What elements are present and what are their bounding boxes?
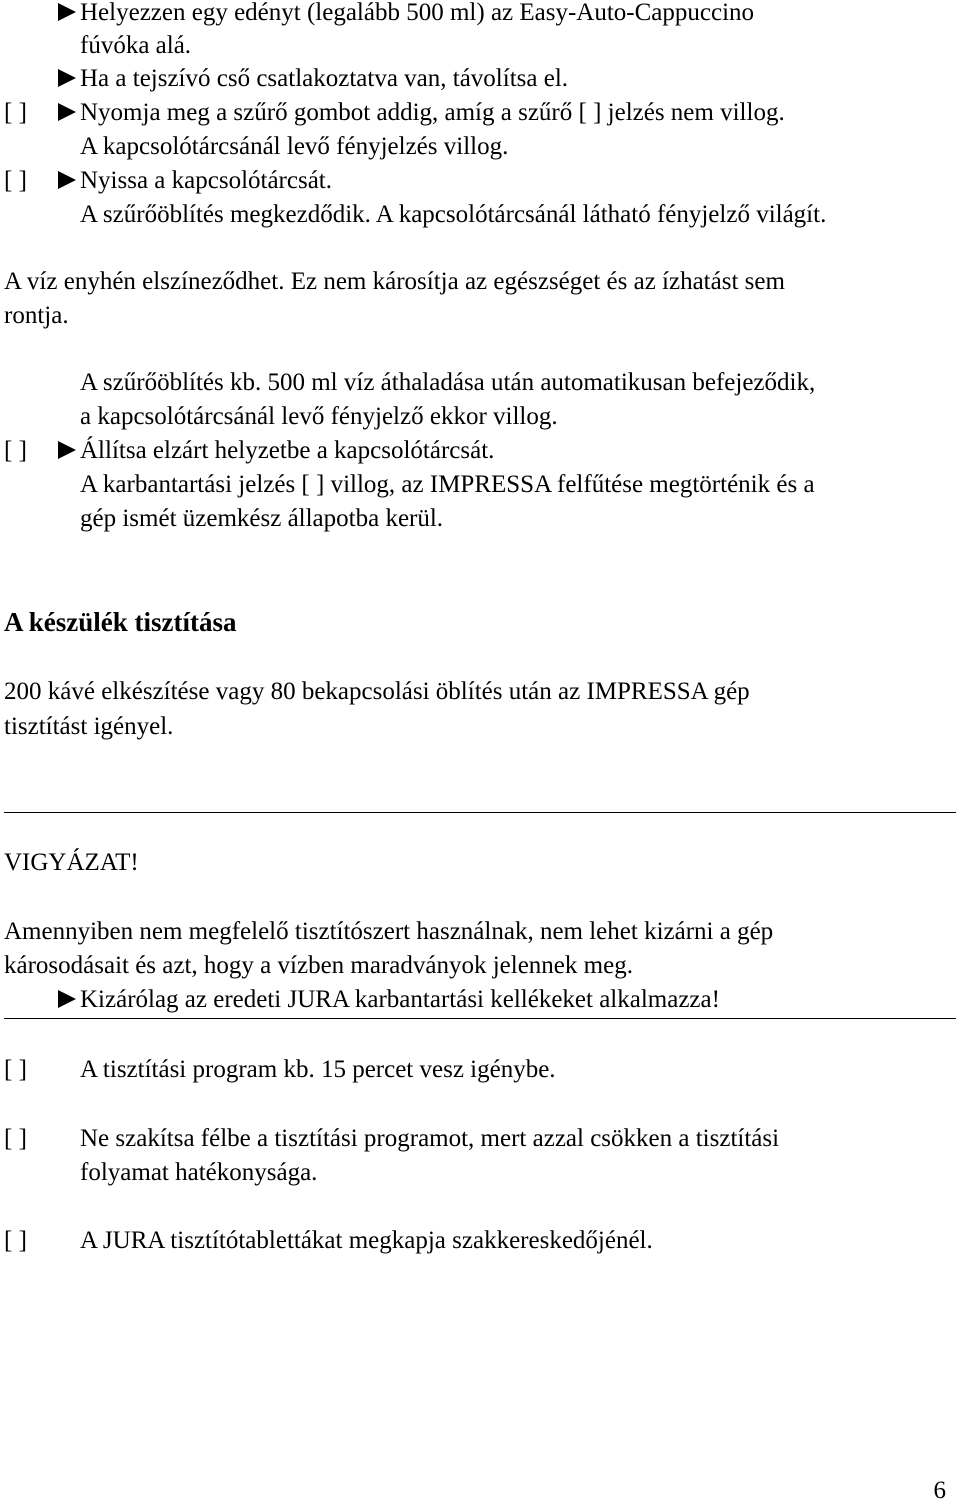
marker: [ ] (4, 167, 27, 194)
step-line: fúvóka alá. (80, 32, 192, 59)
triangle-right-icon (58, 171, 76, 189)
section-intro: tisztítást igényel. (4, 713, 174, 740)
step-line: gép ismét üzemkész állapotba kerül. (80, 505, 444, 532)
triangle-right-icon (58, 3, 76, 21)
step-line (58, 164, 332, 198)
step-text: Ha a tejszívó cső csatlakoztatva van, távolítsa el. (80, 65, 569, 92)
warning-action-text: Kizárólag az eredeti JURA karbantartási kellékeket alkalmazza! (80, 986, 720, 1013)
warning-action (58, 983, 720, 1017)
step-text: Helyezzen egy edényt (legalább 500 ml) az Easy-Auto-Cappuccino (80, 0, 755, 26)
marker: [ ] (4, 1125, 27, 1152)
marker: [ ] (4, 437, 27, 464)
section-heading: A készülék tisztítása (4, 607, 237, 637)
marker: [ ] (4, 99, 27, 126)
step-text: Nyissa a kapcsolótárcsát. (80, 167, 333, 194)
page-number: 6 (933, 1477, 946, 1504)
marker: [ ] (4, 1227, 27, 1254)
note-text: Ne szakítsa félbe a tisztítási programot, mert azzal csökken a tisztítási (80, 1125, 780, 1152)
triangle-right-icon (58, 69, 76, 87)
section-intro: 200 kávé elkészítése vagy 80 bekapcsolási öblítés után az IMPRESSA gép (4, 678, 750, 705)
step-line: a kapcsolótárcsánál levő fényjelző ekkor villog. (80, 403, 558, 430)
step-line: A szűrőöblítés megkezdődik. A kapcsolótárcsánál látható fényjelző világít. (80, 201, 827, 228)
note-text: A tisztítási program kb. 15 percet vesz igénybe. (80, 1056, 556, 1083)
step-line: A kapcsolótárcsánál levő fényjelzés villog. (80, 133, 509, 160)
note-text: A JURA tisztítótablettákat megkapja szakkereskedőjénél. (80, 1227, 653, 1254)
triangle-right-icon (58, 990, 76, 1008)
step-line (58, 0, 754, 30)
triangle-right-icon (58, 441, 76, 459)
warning-top-rule (4, 812, 956, 813)
step-line (58, 96, 785, 130)
step-line: A karbantartási jelzés [ ] villog, az IMPRESSA felfűtése megtörténik és a (80, 471, 815, 498)
step-line: A szűrőöblítés kb. 500 ml víz áthaladása után automatikusan befejeződik, (80, 369, 816, 396)
warning-bottom-rule (4, 1018, 956, 1019)
note-line: rontja. (4, 302, 69, 329)
warning-text: Amennyiben nem megfelelő tisztítószert használnak, nem lehet kizárni a gép (4, 918, 774, 945)
step-text: Nyomja meg a szűrő gombot addig, amíg a szűrő [ ] jelzés nem villog. (80, 99, 785, 126)
step-text: Állítsa elzárt helyzetbe a kapcsolótárcsát. (80, 437, 495, 464)
note-line: A víz enyhén elszíneződhet. Ez nem károsítja az egészséget és az ízhatást sem (4, 268, 785, 295)
step-line (58, 62, 568, 96)
note-text: folyamat hatékonysága. (80, 1159, 318, 1186)
step-line (58, 434, 494, 468)
warning-text: károsodásait és azt, hogy a vízben maradványok jelennek meg. (4, 952, 633, 979)
marker: [ ] (4, 1056, 27, 1083)
triangle-right-icon (58, 103, 76, 121)
warning-title: VIGYÁZAT! (4, 849, 139, 876)
